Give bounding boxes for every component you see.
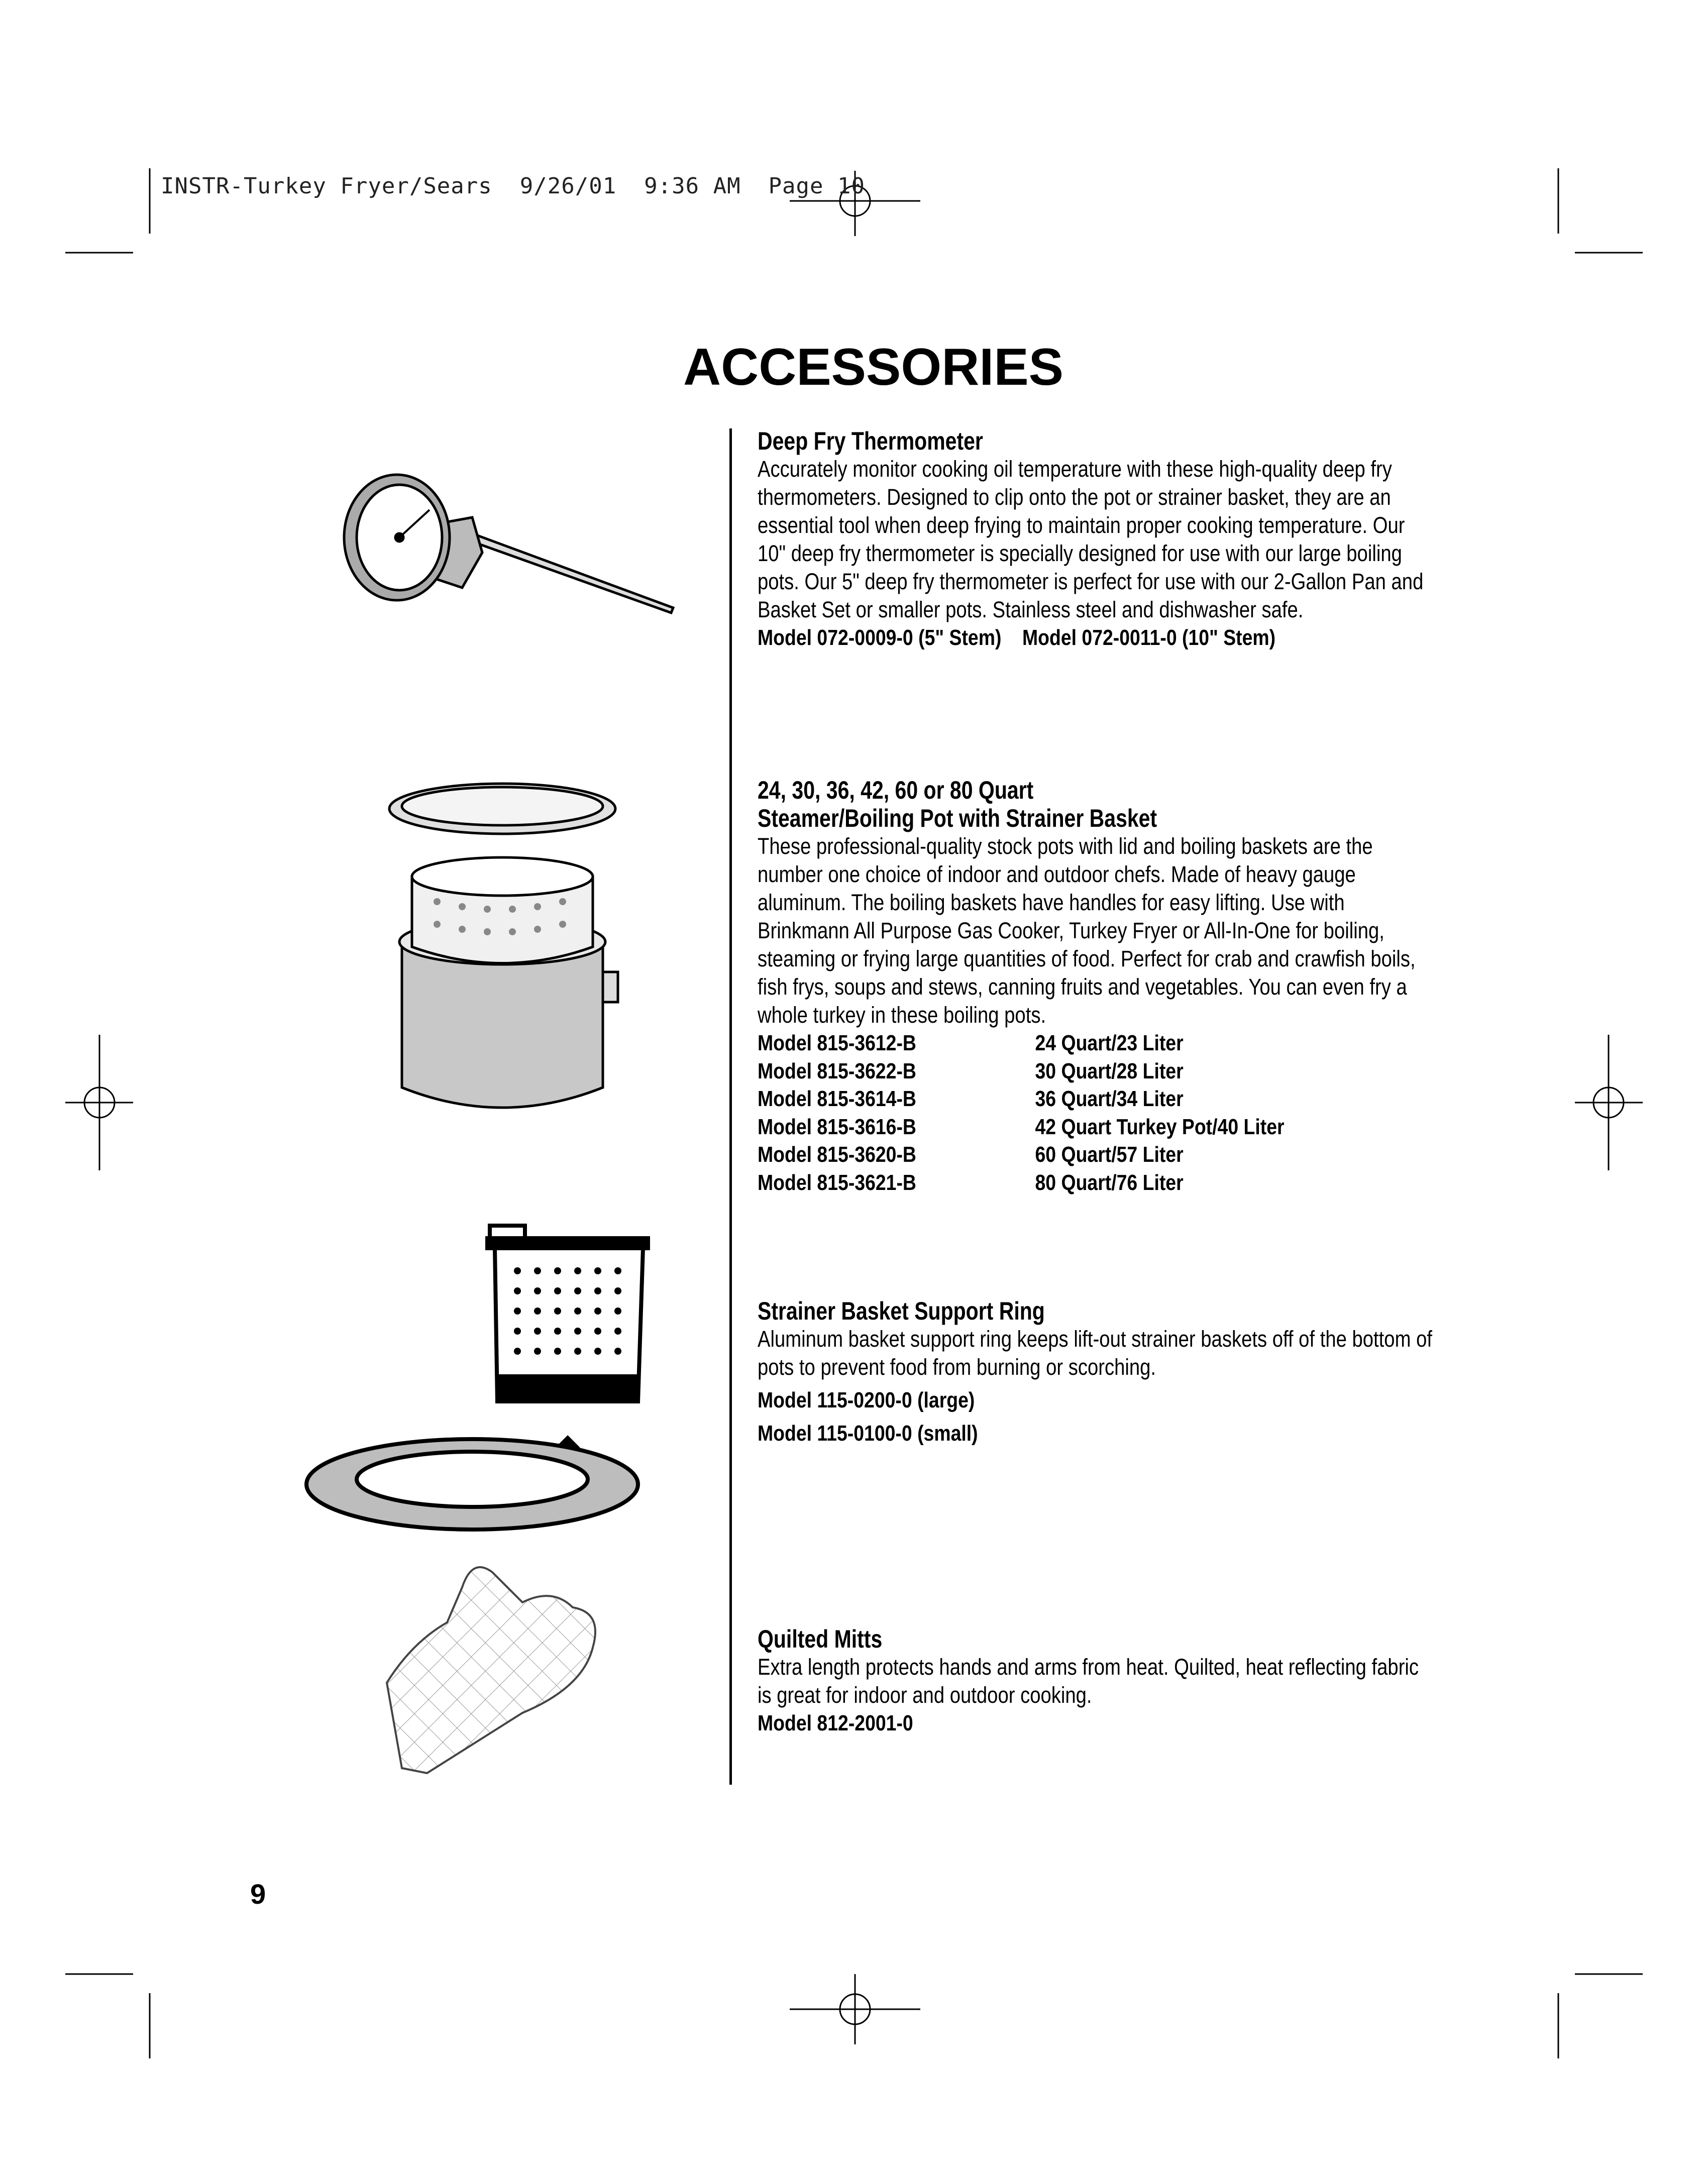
page-number: 9 [250, 1878, 266, 1910]
model-size: 60 Quart/57 Liter [1035, 1142, 1184, 1167]
model-size: 36 Quart/34 Liter [1035, 1086, 1184, 1111]
model-table [758, 1029, 1431, 1196]
model-large: Model 115-0200-0 (large) [758, 1388, 975, 1412]
section-quilted-mitts [758, 1625, 1431, 1737]
section-title: Deep Fry Thermometer [758, 427, 983, 455]
model-size: 24 Quart/23 Liter [1035, 1031, 1184, 1055]
registration-mark-left [65, 1035, 133, 1170]
section-title-line2: Steamer/Boiling Pot with Strainer Basket [758, 804, 1157, 832]
model-size: 80 Quart/76 Liter [1035, 1170, 1184, 1195]
section-thermometer [758, 427, 1431, 652]
model-number: Model 812-2001-0 [758, 1711, 913, 1735]
registration-mark-bottom [790, 1974, 920, 2044]
model-small: Model 115-0100-0 (small) [758, 1421, 978, 1446]
model-size: 30 Quart/28 Liter [1035, 1058, 1184, 1083]
model-number: Model 815-3612-B [758, 1031, 916, 1055]
registration-mark-right [1575, 1035, 1643, 1170]
section-body: Accurately monitor cooking oil temperature with these high-quality deep fry thermometers. Designed to clip onto the pot or strainer basket, they are an essential tool when deep frying to maintain proper cooking temperature. Our 10" deep fry thermometer is specially designed for use with our large boiling pots. Our 5" deep fry thermometer is perfect for use with our 2-Gallon Pan and Basket Set or smaller pots. Stainless steel and dishwasher safe. [758, 456, 1424, 622]
model-number: Model 815-3620-B [758, 1142, 916, 1167]
section-boiling-pot [758, 776, 1431, 1196]
model-row [758, 1057, 1330, 1085]
model-number: Model 815-3614-B [758, 1086, 916, 1111]
model-row [758, 1113, 1330, 1141]
model-number: Model 815-3616-B [758, 1114, 916, 1139]
model-number: Model 815-3622-B [758, 1058, 916, 1083]
support-ring-illustration [296, 1216, 658, 1537]
column-divider [729, 428, 732, 1785]
thermometer-illustration [332, 462, 683, 628]
model-row [758, 1085, 1330, 1113]
boiling-pot-illustration [382, 781, 623, 1133]
model-size: 42 Quart Turkey Pot/40 Liter [1035, 1114, 1285, 1139]
section-body: Extra length protects hands and arms from heat. Quilted, heat reflecting fabric is great for indoor and outdoor cooking. [758, 1654, 1419, 1708]
quilted-mitts-illustration [372, 1557, 623, 1783]
model-row [758, 1169, 1330, 1197]
section-title-line1: 24, 30, 36, 42, 60 or 80 Quart [758, 776, 1034, 804]
section-title: Strainer Basket Support Ring [758, 1297, 1045, 1325]
model-number: Model 815-3621-B [758, 1170, 916, 1195]
section-title: Quilted Mitts [758, 1625, 883, 1653]
model-numbers: Model 072-0009-0 (5" Stem) Model 072-0011-0 (10" Stem) [758, 625, 1276, 650]
page-title: ACCESSORIES [683, 338, 1064, 396]
model-row [758, 1141, 1330, 1169]
section-body: These professional-quality stock pots with lid and boiling baskets are the number one choice of indoor and outdoor chefs. Made of heavy gauge aluminum. The boiling baskets have handles for easy lifting. Use with Brinkmann All Purpose Gas Cooker, Turkey Fryer or All-In-One for boiling, steaming or frying large quantities of food. Perfect for crab and crawfish boils, fish frys, soups and stews, canning fruits and vegetables. You can even fry a whole turkey in these boiling pots. [758, 833, 1416, 1028]
section-body: Aluminum basket support ring keeps lift-out strainer baskets off of the bottom of pots to prevent food from burning or scorching. [758, 1326, 1432, 1380]
section-support-ring [758, 1297, 1431, 1448]
model-row [758, 1029, 1330, 1057]
print-slug: INSTR-Turkey Fryer/Sears 9/26/01 9:36 AM Page 10 [161, 173, 866, 199]
